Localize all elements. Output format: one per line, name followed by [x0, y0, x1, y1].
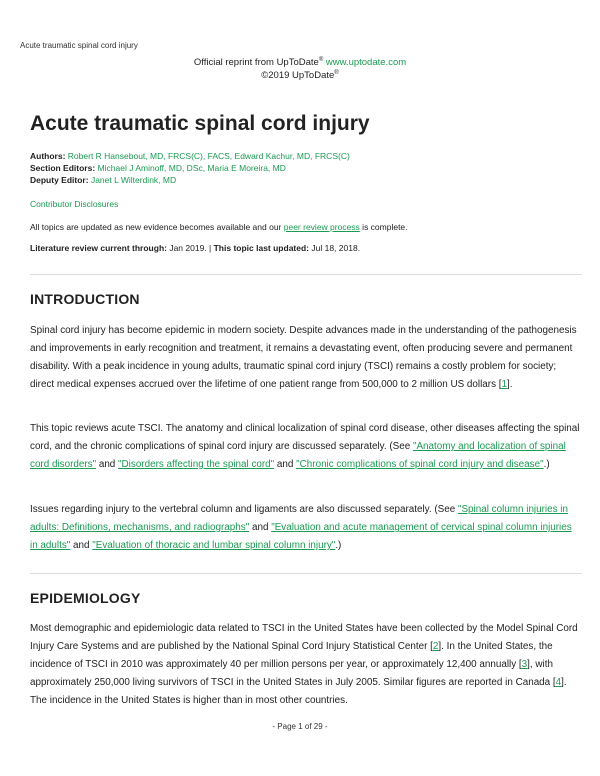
update-note-end: is complete. — [359, 222, 408, 232]
intro-p1-end: ]. — [507, 379, 513, 390]
review-dates — [30, 242, 360, 254]
peer-review-process-link[interactable]: peer review process — [283, 222, 360, 232]
page-footer: - Page 1 of 29 - — [272, 722, 328, 731]
updated-value: Jul 18, 2018. — [309, 243, 361, 253]
thoracic-lumbar-link[interactable]: "Evaluation of thoracic and lumbar spinal column injury" — [92, 540, 336, 551]
update-note-text: All topics are updated as new evidence becomes available and our — [30, 222, 284, 232]
update-note — [30, 221, 408, 233]
spinal-column-injuries-link[interactable]: "Spinal column injuries in adults: Definitions, mechanisms, and radiographs" — [30, 504, 568, 533]
registered-mark-2: ® — [334, 70, 339, 76]
copyright-text: ©2019 UpToDate — [261, 70, 335, 81]
epi-p1-text-a: Most demographic and epidemiologic data related to TSCI in the United States have been collected by the Model Spinal Cord Injury Care Systems and are published by the National Spinal Cord Injury Statistical Center [ — [30, 623, 578, 652]
reference-1-link[interactable]: 1 — [501, 379, 508, 390]
chronic-complications-link[interactable]: "Chronic complications of spinal cord injury and disease" — [296, 459, 544, 470]
uptodate-url-link[interactable]: www.uptodate.com — [325, 57, 407, 68]
intro-paragraph-2 — [30, 420, 582, 474]
epidemiology-paragraph-1 — [30, 620, 582, 710]
intro-p2-end: .) — [543, 459, 550, 470]
reference-4-link[interactable]: 4 — [555, 677, 562, 688]
reprint-notice — [0, 56, 600, 82]
epi-p1-text-b: ]. In the United States, the incidence of TSCI in 2010 was approximately 40 per million persons per year, or approximately 12,400 annually [ — [30, 641, 553, 670]
registered-mark: ® — [318, 57, 324, 63]
authors-label: Authors: — [30, 151, 66, 161]
introduction-heading: INTRODUCTION — [30, 291, 140, 307]
epi-p1-text-c: ], with approximately 250,000 living survivors of TSCI in the United States in July 2005. Similar figures are reported in Canada [ — [30, 659, 556, 688]
intro-p3-end: .) — [335, 540, 342, 551]
divider-2 — [30, 573, 582, 574]
reprint-text: Official reprint from UpToDate — [193, 57, 319, 68]
epi-p1-text-d: ]. The incidence in the United States is higher than in most other countries. — [30, 677, 567, 706]
running-header: Acute traumatic spinal cord injury — [20, 41, 138, 50]
intro-paragraph-3 — [30, 501, 582, 555]
deputy-editor-label: Deputy Editor: — [30, 175, 89, 185]
disorders-spinal-cord-link[interactable]: "Disorders affecting the spinal cord" — [118, 459, 275, 470]
section-editors-label: Section Editors: — [30, 163, 96, 173]
deputy-editor-link[interactable]: Janet L Wilterdink, MD — [90, 175, 177, 185]
epidemiology-heading: EPIDEMIOLOGY — [30, 590, 141, 606]
reference-2-link[interactable]: 2 — [432, 641, 439, 652]
review-label: Literature review current through: — [30, 243, 167, 253]
authors-line — [30, 150, 350, 162]
divider — [30, 274, 582, 275]
page-title: Acute traumatic spinal cord injury — [30, 112, 370, 135]
cervical-spinal-column-link[interactable]: "Evaluation and acute management of cervical spinal column injuries in adults" — [30, 522, 572, 551]
section-editors-line — [30, 162, 286, 174]
intro-p3-and1: and — [249, 522, 272, 533]
anatomy-localization-link[interactable]: "Anatomy and localization of spinal cord disorders" — [30, 441, 566, 470]
section-editors-links[interactable]: Michael J Aminoff, MD, DSc, Maria E Moreira, MD — [97, 163, 286, 173]
intro-p1-text: Spinal cord injury has become epidemic in modern society. Despite advances made in the understanding of the pathogenesis and improvements in early recognition and treatment, it remains a devastating event, often producing severe and permanent disability. With a peak incidence in young adults, traumatic spinal cord injury (TSCI) remains a costly problem for society; direct medical expenses accrued over the lifetime of one patient range from 500,000 to 2 million US dollars [ — [30, 325, 577, 390]
intro-paragraph-1 — [30, 322, 582, 394]
intro-p3-and2: and — [70, 540, 93, 551]
updated-label: This topic last updated: — [213, 243, 310, 253]
contributor-disclosures-link[interactable]: Contributor Disclosures — [30, 199, 119, 209]
deputy-editor-line — [30, 174, 176, 186]
intro-p2-and2: and — [274, 459, 297, 470]
review-value: Jan 2019. | — [166, 243, 214, 253]
contributor-disclosures-link-wrap — [30, 198, 118, 210]
reference-3-link[interactable]: 3 — [521, 659, 528, 670]
authors-links[interactable]: Robert R Hansebout, MD, FRCS(C), FACS, Edward Kachur, MD, FRCS(C) — [67, 151, 350, 161]
intro-p3-text: Issues regarding injury to the vertebral column and ligaments are also discussed separately. (See — [30, 504, 458, 515]
intro-p2-text: This topic reviews acute TSCI. The anatomy and clinical localization of spinal cord disease, other diseases affecting the spinal cord, and the chronic complications of spinal cord injury are discussed separately. (See — [30, 423, 580, 452]
intro-p2-and1: and — [96, 459, 119, 470]
